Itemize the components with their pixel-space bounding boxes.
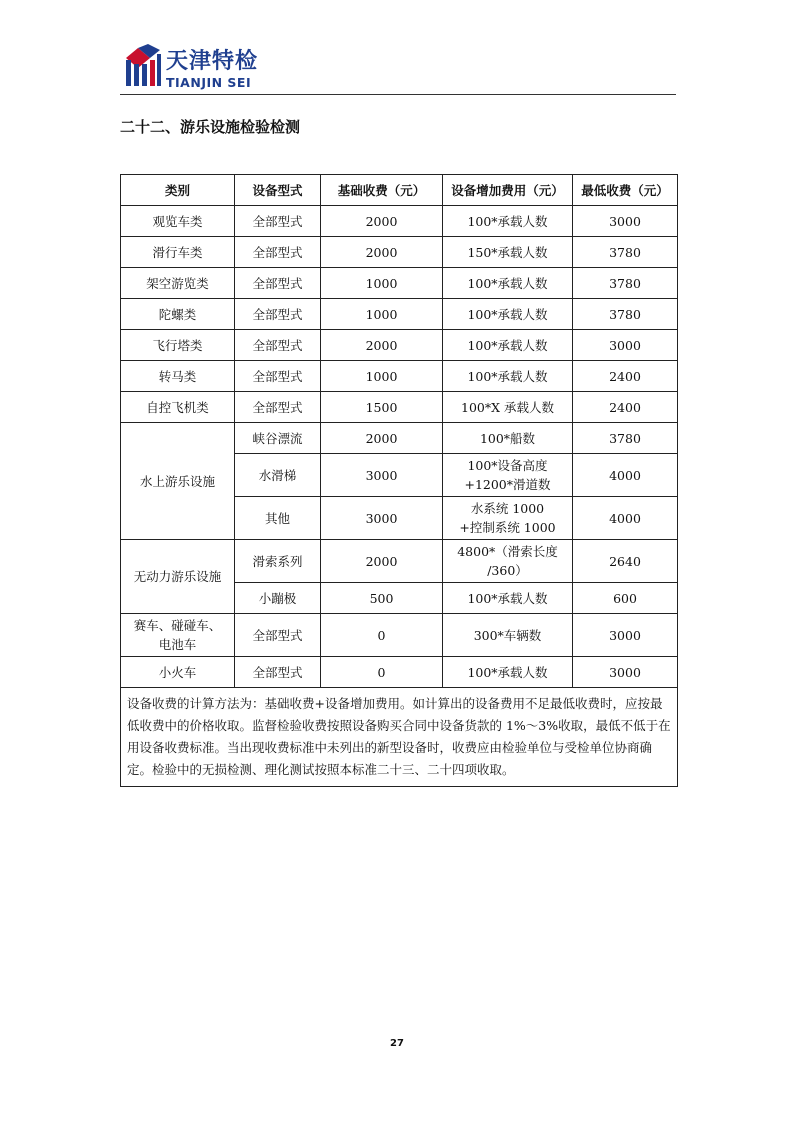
extra-line: +控制系统 1000 (459, 520, 556, 535)
logo-chinese-name: 天津特检 (166, 49, 259, 74)
tianjin-sei-logo-icon (124, 44, 162, 88)
cell-type: 全部型式 (235, 268, 321, 299)
cell-min: 600 (573, 583, 678, 614)
cell-min: 3000 (573, 206, 678, 237)
cell-extra: 100*承载人数 (443, 361, 573, 392)
header-divider (120, 94, 676, 95)
extra-line: +1200*滑道数 (464, 477, 551, 492)
fee-calculation-note: 设备收费的计算方法为：基础收费+设备增加费用。如计算出的设备费用不足最低收费时，应按最低收费中的价格收取。监督检验收费按照设备购买合同中设备货款的 1%～3%收取，最低不低于在用设备收费标准。当出现收费标准中未列出的新型设备时，收费应由检验单位与受检单位协商确定。检验中的无损检测、理化测试按照本标准二十三、二十四项收取。 (121, 688, 678, 787)
category-line: 电池车 (158, 637, 197, 652)
table-row (121, 392, 678, 423)
cell-type: 全部型式 (235, 392, 321, 423)
header-base-fee: 基础收费（元） (321, 175, 443, 206)
cell-category: 滑行车类 (121, 237, 235, 268)
table-header-row (121, 175, 678, 206)
cell-category: 飞行塔类 (121, 330, 235, 361)
cell-base: 3000 (321, 454, 443, 497)
table-row (121, 206, 678, 237)
cell-type: 全部型式 (235, 206, 321, 237)
cell-base: 2000 (321, 423, 443, 454)
cell-type: 全部型式 (235, 657, 321, 688)
logo-english-name: TIANJIN SEI (166, 75, 252, 90)
cell-type: 水滑梯 (235, 454, 321, 497)
header-extra-fee: 设备增加费用（元） (443, 175, 573, 206)
cell-extra (443, 540, 573, 583)
cell-base: 3000 (321, 497, 443, 540)
extra-line: 100*设备高度 (467, 458, 548, 473)
cell-base: 1000 (321, 361, 443, 392)
cell-min: 3780 (573, 423, 678, 454)
cell-base: 2000 (321, 206, 443, 237)
cell-base: 1000 (321, 299, 443, 330)
table-row (121, 423, 678, 454)
cell-category: 观览车类 (121, 206, 235, 237)
cell-base: 0 (321, 657, 443, 688)
cell-extra: 100*承载人数 (443, 657, 573, 688)
header-equipment-type: 设备型式 (235, 175, 321, 206)
cell-min: 2400 (573, 392, 678, 423)
cell-base: 1500 (321, 392, 443, 423)
cell-type: 小蹦极 (235, 583, 321, 614)
cell-extra: 100*承载人数 (443, 583, 573, 614)
cell-min: 3780 (573, 299, 678, 330)
cell-type: 全部型式 (235, 299, 321, 330)
table-row (121, 237, 678, 268)
cell-category: 陀螺类 (121, 299, 235, 330)
cell-extra: 150*承载人数 (443, 237, 573, 268)
header-minimum-fee: 最低收费（元） (573, 175, 678, 206)
cell-type: 其他 (235, 497, 321, 540)
cell-min: 2640 (573, 540, 678, 583)
cell-min: 3000 (573, 614, 678, 657)
cell-extra: 300*车辆数 (443, 614, 573, 657)
page-header (120, 40, 676, 96)
table-row (121, 299, 678, 330)
cell-min: 3780 (573, 237, 678, 268)
cell-min: 2400 (573, 361, 678, 392)
fee-table (120, 174, 678, 787)
cell-base: 2000 (321, 540, 443, 583)
cell-base: 500 (321, 583, 443, 614)
section-title: 二十二、游乐设施检验检测 (120, 118, 301, 136)
cell-min: 4000 (573, 454, 678, 497)
cell-base: 2000 (321, 237, 443, 268)
cell-type: 全部型式 (235, 330, 321, 361)
cell-category: 转马类 (121, 361, 235, 392)
cell-type: 全部型式 (235, 237, 321, 268)
table-row (121, 361, 678, 392)
cell-category (121, 614, 235, 657)
table-row (121, 614, 678, 657)
cell-type: 全部型式 (235, 361, 321, 392)
cell-type: 全部型式 (235, 614, 321, 657)
cell-min: 3780 (573, 268, 678, 299)
cell-base: 1000 (321, 268, 443, 299)
cell-type: 峡谷漂流 (235, 423, 321, 454)
extra-line: /360） (487, 563, 528, 578)
cell-category: 小火车 (121, 657, 235, 688)
extra-line: 水系统 1000 (470, 501, 545, 516)
cell-extra (443, 497, 573, 540)
cell-min: 3000 (573, 330, 678, 361)
table-row (121, 268, 678, 299)
cell-base: 2000 (321, 330, 443, 361)
extra-line: 100*船数 (479, 430, 536, 446)
page-number: 27 (390, 1038, 404, 1049)
cell-extra: 100*承载人数 (443, 299, 573, 330)
header-category: 类别 (121, 175, 235, 206)
cell-category: 自控飞机类 (121, 392, 235, 423)
cell-category-unpowered: 无动力游乐设施 (121, 540, 235, 614)
table-note-row (121, 688, 678, 787)
extra-line: 4800*（滑索长度 (457, 544, 558, 559)
cell-type: 滑索系列 (235, 540, 321, 583)
cell-extra (443, 423, 573, 454)
cell-extra: 100*承载人数 (443, 330, 573, 361)
table-row (121, 540, 678, 583)
table-row (121, 657, 678, 688)
cell-extra (443, 454, 573, 497)
cell-min: 4000 (573, 497, 678, 540)
cell-category: 架空游览类 (121, 268, 235, 299)
cell-base: 0 (321, 614, 443, 657)
cell-extra: 100*X 承载人数 (443, 392, 573, 423)
category-line: 赛车、碰碰车、 (133, 618, 222, 633)
cell-min: 3000 (573, 657, 678, 688)
cell-category-water: 水上游乐设施 (121, 423, 235, 540)
table-row (121, 330, 678, 361)
cell-extra: 100*承载人数 (443, 268, 573, 299)
cell-extra: 100*承载人数 (443, 206, 573, 237)
